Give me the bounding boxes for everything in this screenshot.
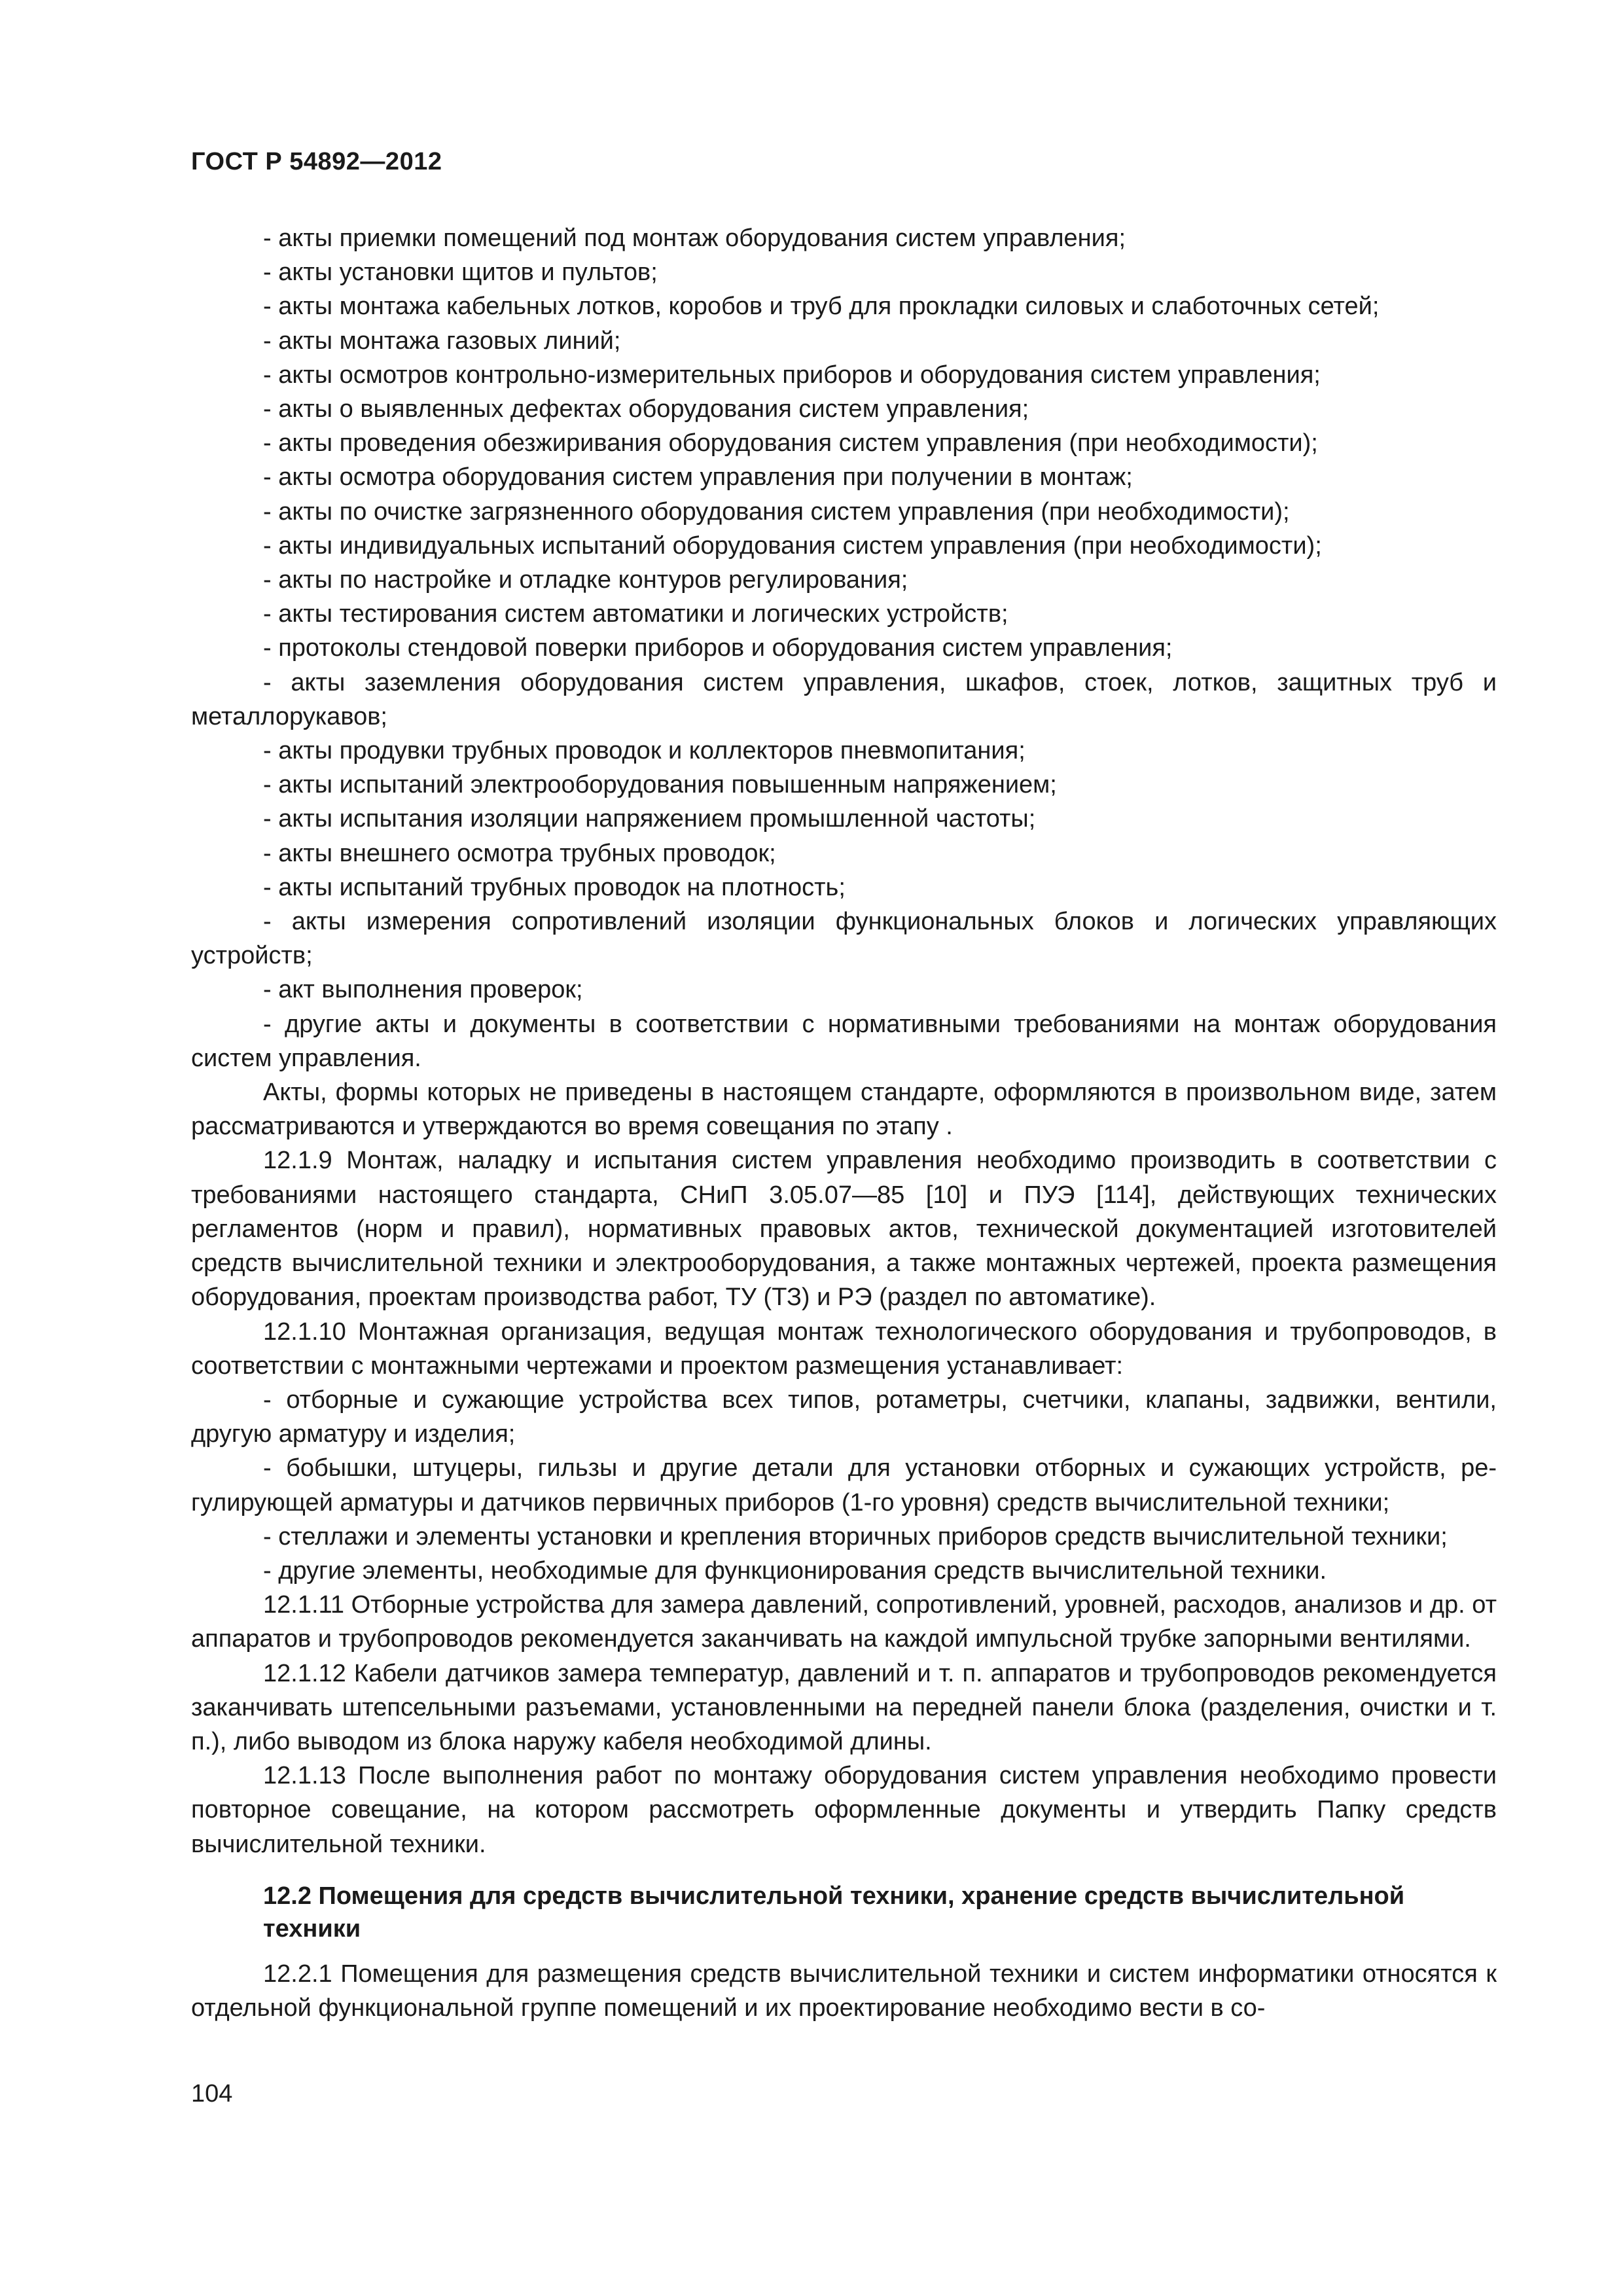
list-item: - стеллажи и элементы установки и крепления вторичных приборов средств вычислительной техники; — [263, 1522, 1448, 1551]
list-item: - акты продувки трубных проводок и коллекторов пневмопитания; — [263, 737, 1026, 765]
list-item: - акты испытания изоляции напряжением промышленной частоты; — [263, 805, 1036, 833]
list-item: - протоколы стендовой поверки приборов и оборудования систем управления; — [263, 634, 1173, 662]
document-body — [191, 221, 1497, 2025]
paragraph-12-1-12: 12.1.12 Кабели датчиков замера температур, давлений и т. п. аппаратов и трубопроводов рекомендуется заканчивать штепсельными разъемами, установленными на передней панели блока (разделения, очистки и т. п.), либо выводом из блока наружу кабеля необходимой длины. — [191, 1659, 1497, 1755]
list-item: - акты измерения сопротивлений изоляции функциональных блоков и логических управляющих устройств; — [191, 908, 1497, 970]
list-item: - акты заземления оборудования систем управления, шкафов, стоек, лотков, защитных труб и металлорукавов; — [191, 668, 1497, 730]
list-item: - акты испытаний электрооборудования повышенным напряжением; — [263, 771, 1057, 799]
list-item: - акты осмотров контрольно-измерительных приборов и оборудования систем управления; — [263, 361, 1321, 389]
paragraph-12-2-1: 12.2.1 Помещения для размещения средств вычислительной техники и систем информатики относятся к отдельной функциональной группе помещений и их проектирование необходимо вести в со- — [191, 1960, 1497, 2022]
paragraph-12-1-9: 12.1.9 Монтаж, наладку и испытания систем управления необходимо производить в соответствии с требованиями настоящего стандарта, СНиП 3.05.07—85 [10] и ПУЭ [114], действующих технических регламентов (норм и правил), нормативных правовых актов, технической документацией изготовителей средств вычислительной техники и электрооборудования, а также монтажных чертежей, проекта размещения оборудования, проектам производства работ, ТУ (ТЗ) и РЭ (раздел по автоматике). — [191, 1147, 1497, 1312]
list-item: - акты по очистке загрязненного оборудования систем управления (при необходимости); — [263, 497, 1290, 526]
list-item: - акты о выявленных дефектах оборудования систем управления; — [263, 395, 1029, 423]
page-number: 104 — [191, 2080, 233, 2108]
document-header: ГОСТ Р 54892—2012 — [191, 148, 442, 175]
list-item: - акты монтажа кабельных лотков, коробов и труб для прокладки силовых и слаботочных сетей; — [263, 293, 1380, 321]
paragraph-12-1-11: 12.1.11 Отборные устройства для замера давлений, сопротивлений, уровней, расходов, анализов и др. от аппаратов и трубопроводов рекомендуется заканчивать на каждой импульсной трубке запорными вентилями. — [191, 1591, 1497, 1653]
list-item: - акты испытаний трубных проводок на плотность; — [263, 873, 846, 901]
list-item: - бобышки, штуцеры, гильзы и другие детали для установки отборных и сужающих устройств, регулирующей арматуры и датчиков первичных приборов (1-го уровня) средств вычислительной техники; — [191, 1454, 1497, 1516]
list-item: - другие акты и документы в соответствии с нормативными требованиями на монтаж оборудования систем управления. — [191, 1010, 1497, 1072]
section-heading-12-2: 12.2 Помещения для средств вычислительной техники, хранение средств вычислительной техники — [263, 1882, 1405, 1943]
list-item: - акты приемки помещений под монтаж оборудования систем управления; — [263, 224, 1126, 252]
list-item: - акты установки щитов и пультов; — [263, 259, 658, 287]
list-item: - акты по настройке и отладке контуров регулирования; — [263, 566, 908, 594]
list-item: - акты проведения обезжиривания оборудования систем управления (при необходимости); — [263, 429, 1318, 457]
paragraph-12-1-10: 12.1.10 Монтажная организация, ведущая монтаж технологического оборудования и трубопроводов, в соответствии с монтажными чертежами и проектом размещения устанавливает: — [191, 1318, 1497, 1380]
list-item: - акт выполнения проверок; — [263, 976, 583, 1004]
list-item: - акты тестирования систем автоматики и логических устройств; — [263, 600, 1008, 628]
paragraph-acts: Акты, формы которых не приведены в настоящем стандарте, оформляются в произвольном виде, затем рассматриваются и утверждаются во время совещания по этапу . — [191, 1079, 1497, 1141]
list-item: - акты внешнего осмотра трубных проводок; — [263, 839, 776, 867]
list-item: - акты осмотра оборудования систем управления при получении в монтаж; — [263, 463, 1133, 492]
list-item: - отборные и сужающие устройства всех типов, ротаметры, счетчики, клапаны, задвижки, вентили, другую арматуру и изделия; — [191, 1386, 1497, 1448]
list-item: - акты индивидуальных испытаний оборудования систем управления (при необходимости); — [263, 531, 1322, 560]
list-item: - акты монтажа газовых линий; — [263, 327, 621, 355]
list-item: - другие элементы, необходимые для функционирования средств вычислительной техники. — [263, 1556, 1327, 1585]
paragraph-12-1-13: 12.1.13 После выполнения работ по монтажу оборудования систем управления необходимо провести повторное совещание, на котором рассмотреть оформленные документы и утвердить Папку средств вычислительной техники. — [191, 1762, 1497, 1858]
